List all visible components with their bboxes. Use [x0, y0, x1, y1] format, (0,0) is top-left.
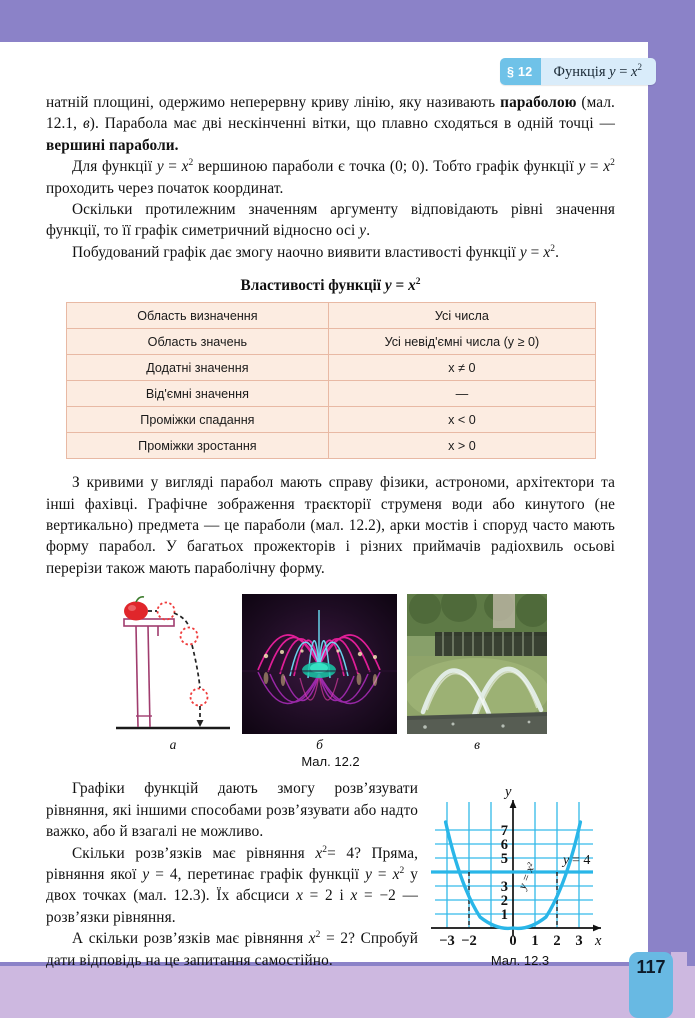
paragraph-7: Скільки розв’язків має рівняння $x^2= 4$? Пряма, рівняння якої y = 4, перетинає графік функції $y = x^2$ у двох точках (мал. 12.3). Їх абсциси x = 2 і x = −2 — розв’язки рівняння. — [46, 844, 419, 926]
table-row — [66, 381, 595, 407]
table-cell-label: Від'ємні значення — [66, 381, 329, 407]
svg-text:6: 6 — [500, 837, 508, 854]
bottom-decorative-band — [0, 966, 695, 1018]
table-cell-label: Область значень — [66, 329, 329, 355]
page-content — [46, 92, 615, 971]
svg-text:7: 7 — [500, 823, 508, 840]
table-cell-value: — — [329, 381, 595, 407]
figure-a-caption: а — [169, 737, 177, 753]
svg-text:1: 1 — [531, 933, 539, 947]
lower-section — [46, 778, 615, 971]
figure-c-container — [407, 594, 547, 753]
figure-a-apple-trajectory — [114, 594, 232, 734]
table-row — [66, 433, 595, 459]
x-axis-arrow — [593, 925, 601, 932]
paragraph-3: Оскільки протилежним значенням аргументу відповідають рівні значення функції, то її графік симетричний відносно осі y. — [46, 201, 615, 240]
figure-group-12-2 — [46, 594, 615, 753]
table-title: Властивості функції $y = x^2$ — [240, 277, 421, 295]
line-label-y-equals-4: y — [563, 853, 570, 869]
figure-a-container — [114, 594, 232, 753]
parabola-graph — [425, 778, 615, 946]
figure-b-fountain-night-photo — [242, 594, 397, 734]
svg-text:−3: −3 — [439, 933, 455, 947]
apple-trajectory-diagram — [114, 594, 232, 734]
function-properties-table — [66, 302, 596, 459]
figure-b-container — [242, 594, 397, 753]
svg-text:= 4: = 4 — [572, 853, 591, 869]
fountain-night-illustration — [242, 594, 397, 734]
paragraph-6: Графіки функцій дають змогу розв’язувати рівняння, які іншими способами розв’язувати або надто важко, або й взагалі не можливо. — [46, 780, 418, 841]
chapter-number: § 12 — [500, 58, 541, 85]
right-decorative-band — [648, 0, 695, 966]
svg-text:y = x²: y = x² — [516, 861, 538, 892]
lower-text-column — [46, 778, 418, 971]
svg-text:0: 0 — [509, 933, 517, 947]
svg-text:3: 3 — [500, 879, 508, 896]
x-axis-label: x — [595, 933, 602, 947]
top-decorative-band — [0, 0, 695, 42]
svg-text:1: 1 — [500, 907, 508, 924]
chapter-header-tab — [500, 58, 656, 85]
table-cell-value: x < 0 — [329, 407, 595, 433]
y-axis-label: y — [505, 784, 512, 801]
table-row — [66, 355, 595, 381]
paragraph-2: Для функції $y = x^2$ вершиною параболи є точка (0; 0). Тобто графік функції $y = x^2$ проходить через початок координат. — [46, 158, 616, 197]
svg-text:3: 3 — [575, 933, 583, 947]
table-cell-value: Усі невід'ємні числа (y ≥ 0) — [329, 329, 595, 355]
svg-text:−2: −2 — [461, 933, 477, 947]
figure-c-caption: в — [474, 737, 480, 753]
svg-text:2: 2 — [500, 893, 508, 910]
svg-text:2: 2 — [553, 933, 561, 947]
table-cell-value: x > 0 — [329, 433, 595, 459]
table-cell-label: Проміжки зростання — [66, 433, 329, 459]
table-cell-label: Проміжки спадання — [66, 407, 329, 433]
chapter-title: Функція $y = x^2$ — [553, 62, 642, 80]
page-number-tab: 117 — [629, 952, 673, 1018]
table-row — [66, 303, 595, 329]
paragraph-5: З кривими у вигляді парабол мають справу фізики, астрономи, архітектори та інші фахівці. Графічне зображення траєкторії струменя води або кинутого (не вертикально) предмета — це параболи (мал. 12.2), арки мостів і споруд часто мають форму парабол. У багатьох прожекторів і різних приймачів радіохвиль осьові перерізи також мають параболічну форму. — [46, 474, 615, 577]
x-tick-labels — [439, 933, 582, 946]
table-cell-label: Область визначення — [66, 303, 329, 329]
table-cell-value: Усі числа — [329, 303, 595, 329]
paragraph-4: Побудований графік дає змогу наочно виявити властивості функції $y = x^2$. — [72, 243, 559, 261]
table-cell-label: Додатні значення — [66, 355, 329, 381]
paragraph-8: А скільки розв’язків має рівняння $x^2 = 2$? Спробуй дати відповідь на це запитання самостійно. — [46, 930, 418, 969]
table-cell-value: x ≠ 0 — [329, 355, 595, 381]
figure-12-3-label: Мал. 12.3 — [490, 953, 550, 969]
svg-text:5: 5 — [500, 851, 508, 868]
graph-12-3-container — [425, 778, 615, 968]
figure-c-fountain-day-photo — [407, 594, 547, 734]
fountain-day-illustration — [407, 594, 547, 734]
y-axis-arrow — [510, 800, 517, 808]
table-row — [66, 329, 595, 355]
figure-12-2-label: Мал. 12.2 — [301, 754, 360, 770]
table-row — [66, 407, 595, 433]
figure-b-caption: б — [316, 737, 323, 753]
paragraph-1: натній площині, одержимо неперервну криву лінію, яку називають параболою (мал. 12.1, в). Парабола має дві нескінченні вітки, що плавно сходяться в одній точці — вершині параболи. — [46, 94, 615, 154]
page-corner-fold — [671, 952, 687, 966]
